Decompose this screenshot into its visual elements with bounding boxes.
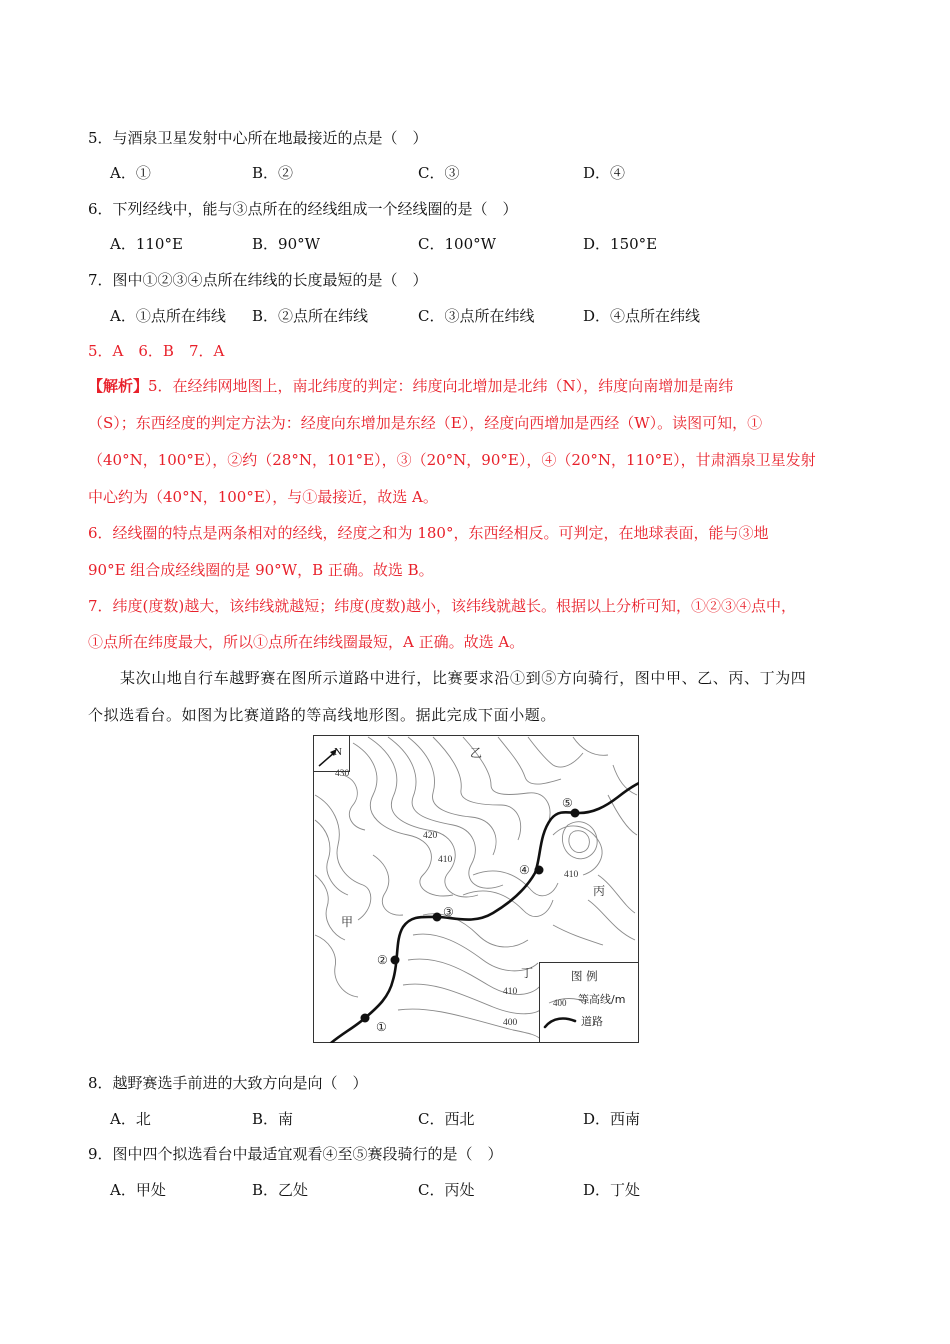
q9-stem: 9．图中四个拟选看台中最适宜观看④至⑤赛段骑行的是（ ） [88, 1145, 503, 1163]
contour-map [313, 735, 639, 1043]
analysis-line-6: 90°E 组合成经线圈的是 90°W，B 正确。故选 B。 [88, 561, 434, 579]
q6-option-b: B．90°W [252, 235, 321, 253]
q6-stem: 6．下列经线中，能与③点所在的经线组成一个经线圈的是（ ） [88, 200, 518, 218]
route-point-3 [433, 913, 442, 922]
analysis-line-8: ①点所在纬度最大，所以①点所在纬线圈最短，A 正确。故选 A。 [88, 633, 525, 651]
q5-option-b: B．② [252, 164, 294, 182]
q9-option-c: C．丙处 [418, 1181, 475, 1199]
q7-option-b: B．②点所在纬线 [252, 307, 369, 325]
route-label-5: ⑤ [562, 796, 573, 810]
contour-label-410-c: 410 [503, 987, 518, 997]
q6-option-c: C．100°W [418, 235, 497, 253]
q8-option-a: A．北 [110, 1110, 151, 1128]
analysis-line-7: 7．纬度(度数)越大，该纬线就越短；纬度(度数)越小，该纬线就越长。根据以上分析可知，①②③④点中， [88, 597, 796, 615]
q7-stem: 7．图中①②③④点所在纬线的长度最短的是（ ） [88, 271, 428, 289]
q6-option-d: D．150°E [583, 235, 658, 253]
legend-contour-label: 等高线/m [578, 993, 626, 1006]
q7-option-d: D．④点所在纬线 [583, 307, 701, 325]
q5-stem: 5．与酒泉卫星发射中心所在地最接近的点是（ ） [88, 129, 428, 147]
north-arrow-icon [314, 736, 350, 772]
contour-label-400: 400 [503, 1018, 518, 1028]
answer-key: 5．A 6．B 7．A [88, 342, 225, 360]
analysis-tag: 【解析】 [88, 377, 149, 395]
route-point-2 [391, 956, 400, 965]
site-jia: 甲 [341, 915, 354, 929]
analysis-line-2: （S）；东西经度的判定方法为：经度向东增加是东经（E），经度向西增加是西经（W）。读图可知，① [88, 414, 763, 432]
q7-option-c: C．③点所在纬线 [418, 307, 535, 325]
legend-road-label: 道路 [581, 1015, 603, 1028]
contour-label-410-b: 410 [564, 870, 579, 880]
analysis-line-4: 中心约为（40°N，100°E），与①最接近，故选 A。 [88, 488, 438, 506]
route-point-4 [535, 866, 544, 875]
site-bing: 丙 [593, 884, 606, 898]
site-yi: 乙 [470, 746, 483, 760]
q8-stem: 8．越野赛选手前进的大致方向是向（ ） [88, 1074, 368, 1092]
q9-option-b: B．乙处 [252, 1181, 309, 1199]
contour-label-430: 430 [335, 769, 350, 779]
q8-option-c: C．西北 [418, 1110, 475, 1128]
intro-line-1: 某次山地自行车越野赛在图所示道路中进行，比赛要求沿①到⑤方向骑行，图中甲、乙、丙、丁为四 [120, 669, 807, 687]
north-label: N [334, 746, 342, 758]
analysis-line-5: 6．经线圈的特点是两条相对的经线，经度之和为 180°，东西经相反。可判定，在地球表面，能与③地 [88, 524, 769, 542]
legend-title: 图 例 [571, 969, 598, 983]
map-legend [540, 963, 639, 1043]
site-ding: 丁 [521, 966, 534, 980]
contour-label-410-a: 410 [438, 855, 453, 865]
q6-option-a: A．110°E [110, 235, 183, 253]
route-label-2: ② [377, 953, 388, 967]
q9-option-d: D．丁处 [583, 1181, 641, 1199]
route-label-1: ① [376, 1020, 387, 1034]
route-label-3: ③ [443, 905, 454, 919]
q5-option-d: D．④ [583, 164, 626, 182]
legend-contour-value: 400 [553, 998, 567, 1008]
analysis-line-1 [88, 376, 733, 396]
analysis-text-1: 5．在经纬网地图上，南北纬度的判定：纬度向北增加是北纬（N），纬度向南增加是南纬 [148, 377, 734, 395]
route-label-4: ④ [519, 863, 530, 877]
q9-option-a: A．甲处 [110, 1181, 166, 1199]
intro-line-2: 个拟选看台。如图为比赛道路的等高线地形图。据此完成下面小题。 [88, 706, 557, 724]
q5-option-c: C．③ [418, 164, 460, 182]
q8-option-d: D．西南 [583, 1110, 641, 1128]
q5-option-a: A．① [110, 164, 151, 182]
contour-label-420: 420 [423, 831, 438, 841]
q7-option-a: A．①点所在纬线 [110, 307, 226, 325]
q8-option-b: B．南 [252, 1110, 294, 1128]
analysis-line-3: （40°N，100°E），②约（28°N，101°E），③（20°N，90°E），④（20°N，110°E），甘肃酒泉卫星发射 [88, 451, 816, 469]
route-point-1 [361, 1014, 370, 1023]
